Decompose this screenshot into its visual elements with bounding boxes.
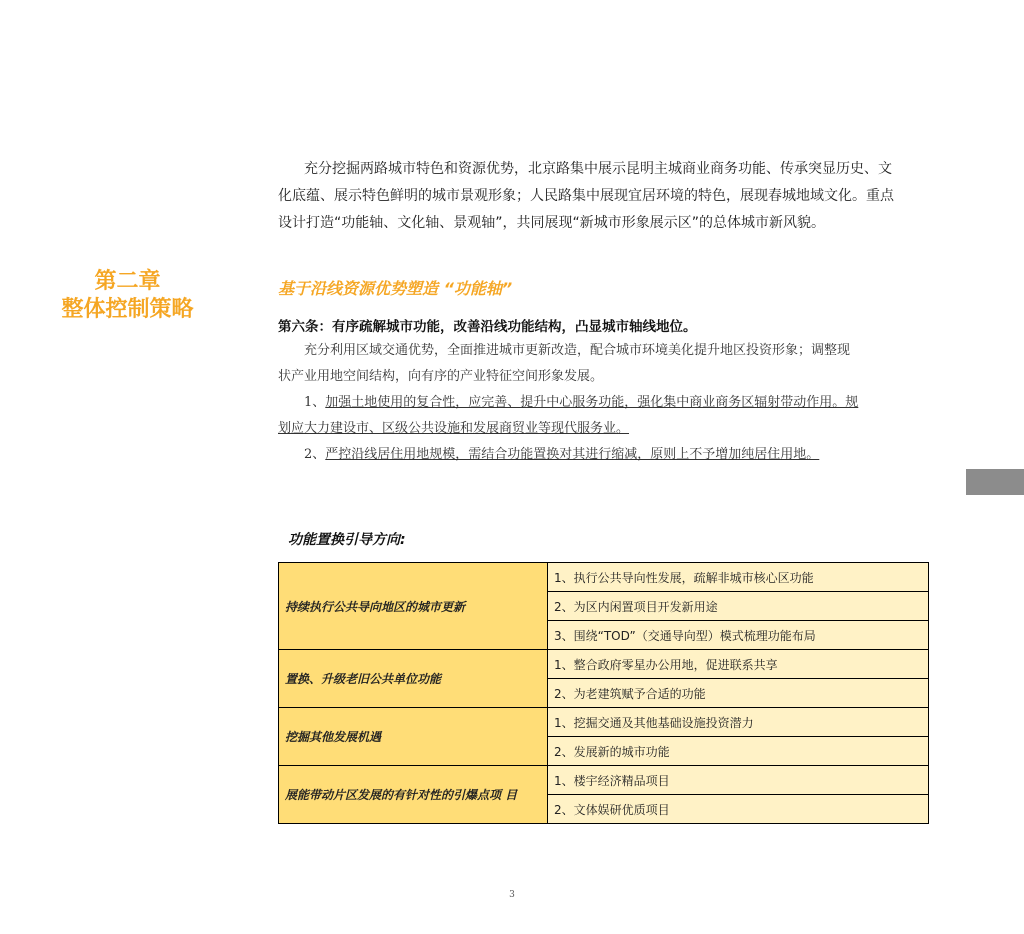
intro-line-2: 化底蕴、展示特色鲜明的城市景观形象；人民路集中展现宜居环境的特色，展现春城地域文化。重点 xyxy=(278,188,894,204)
item-1-line-2: 划应大力建设市、区级公共设施和发展商贸业等现代服务业。 xyxy=(278,421,630,436)
item-cell: 2、为老建筑赋予合适的功能 xyxy=(548,679,929,708)
table-row xyxy=(279,708,929,737)
intro-line-3: 设计打造“功能轴、文化轴、景观轴”，共同展现“新城市形象展示区”的总体城市新风貌。 xyxy=(278,215,826,231)
category-cell: 挖掘其他发展机遇 xyxy=(279,708,548,766)
table-row xyxy=(279,650,929,679)
sidebar-tab[interactable] xyxy=(966,469,1024,495)
item-cell: 1、楼宇经济精品项目 xyxy=(548,766,929,795)
chapter-heading xyxy=(40,268,215,324)
article-paragraph xyxy=(278,338,928,468)
intro-paragraph xyxy=(278,156,926,237)
item-2-prefix: 2、 xyxy=(304,447,326,462)
article-paragraph-line-1: 充分利用区域交通优势，全面推进城市更新改造，配合城市环境美化提升地区投资形象；调整现 xyxy=(304,343,851,358)
item-cell: 2、文体娱研优质项目 xyxy=(548,795,929,824)
article-paragraph-line-2: 状产业用地空间结构，向有序的产业特征空间形象发展。 xyxy=(278,369,604,384)
item-1-line-1: 加强土地使用的复合性，应完善、提升中心服务功能，强化集中商业商务区辐射带动作用。规 xyxy=(325,395,859,410)
table-row xyxy=(279,563,929,592)
page-number: 3 xyxy=(509,890,515,900)
section-title: 基于沿线资源优势塑造 “功能轴” xyxy=(278,279,513,298)
table-row xyxy=(279,766,929,795)
intro-line-1: 充分挖掘两路城市特色和资源优势，北京路集中展示昆明主城商业商务功能、传承突显历史、文 xyxy=(304,161,892,177)
category-cell: 置换、升级老旧公共单位功能 xyxy=(279,650,548,708)
category-cell: 展能带动片区发展的有针对性的引爆点项 目 xyxy=(279,766,548,824)
table-title: 功能置换引导方向: xyxy=(288,532,406,548)
chapter-title: 整体控制策略 xyxy=(61,297,194,322)
guide-table xyxy=(278,562,929,824)
item-cell: 2、发展新的城市功能 xyxy=(548,737,929,766)
item-cell: 1、执行公共导向性发展，疏解非城市核心区功能 xyxy=(548,563,929,592)
category-cell: 持续执行公共导向地区的城市更新 xyxy=(279,563,548,650)
item-cell: 1、挖掘交通及其他基础设施投资潜力 xyxy=(548,708,929,737)
item-cell: 2、为区内闲置项目开发新用途 xyxy=(548,592,929,621)
item-1-prefix: 1、 xyxy=(304,395,326,410)
chapter-number: 第二章 xyxy=(94,269,161,294)
item-cell: 3、围绕“TOD”（交通导向型）模式梳理功能布局 xyxy=(548,621,929,650)
article-heading: 第六条：有序疏解城市功能，改善沿线功能结构，凸显城市轴线地位。 xyxy=(278,319,697,335)
item-2-text: 严控沿线居住用地规模，需结合功能置换对其进行缩减，原则上不予增加纯居住用地。 xyxy=(325,447,820,462)
item-cell: 1、整合政府零星办公用地，促进联系共享 xyxy=(548,650,929,679)
